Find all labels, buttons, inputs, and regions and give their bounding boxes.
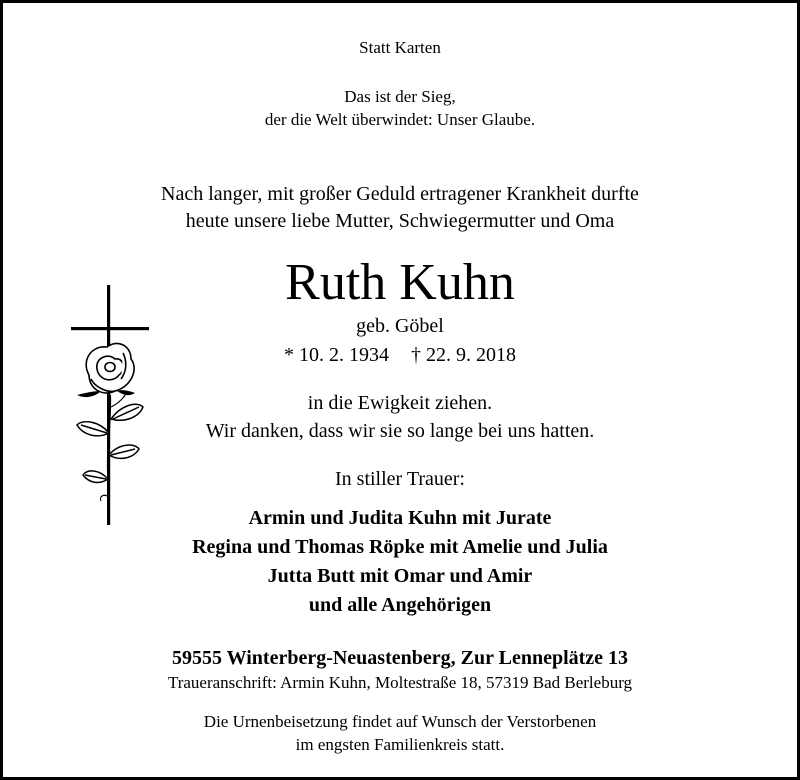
footer-line-1: Die Urnenbeisetzung findet auf Wunsch der Verstorbenen bbox=[203, 712, 597, 731]
main-address: 59555 Winterberg-Neuastenberg, Zur Lenneplätze 13 bbox=[171, 647, 629, 669]
birth-date: * 10. 2. 1934 bbox=[284, 344, 389, 366]
cross-with-rose-icon bbox=[65, 283, 157, 529]
intro-line-2: heute unsere liebe Mutter, Schwiegermutter und Oma bbox=[185, 210, 615, 232]
deceased-name: Ruth Kuhn bbox=[285, 254, 515, 311]
verse-line-1: Das ist der Sieg, bbox=[344, 87, 456, 106]
footer-line-2: im engsten Familienkreis statt. bbox=[295, 735, 505, 754]
statt-karten-text: Statt Karten bbox=[359, 38, 441, 57]
mourning-address: Traueranschrift: Armin Kuhn, Moltestraße 18, 57319 Bad Berleburg bbox=[167, 673, 633, 692]
outro-line-2: Wir danken, dass wir sie so lange bei uns hatten. bbox=[205, 420, 595, 442]
verse-line-2: der die Welt überwindet: Unser Glaube. bbox=[264, 110, 536, 129]
outro-line-1: in die Ewigkeit ziehen. bbox=[307, 392, 493, 414]
intro-line-1: Nach langer, mit großer Geduld ertragener Krankheit durfte bbox=[161, 183, 639, 205]
mourner-name: Regina und Thomas Röpke mit Amelie und Julia bbox=[192, 536, 608, 558]
mourner-name: Armin und Judita Kuhn mit Jurate bbox=[248, 507, 552, 529]
mourner-name: Jutta Butt mit Omar und Amir bbox=[267, 565, 533, 587]
mourners-heading: In stiller Trauer: bbox=[335, 468, 465, 490]
death-date: † 22. 9. 2018 bbox=[411, 344, 516, 366]
mourner-name: und alle Angehörigen bbox=[308, 594, 492, 616]
maiden-name: geb. Göbel bbox=[356, 315, 444, 337]
